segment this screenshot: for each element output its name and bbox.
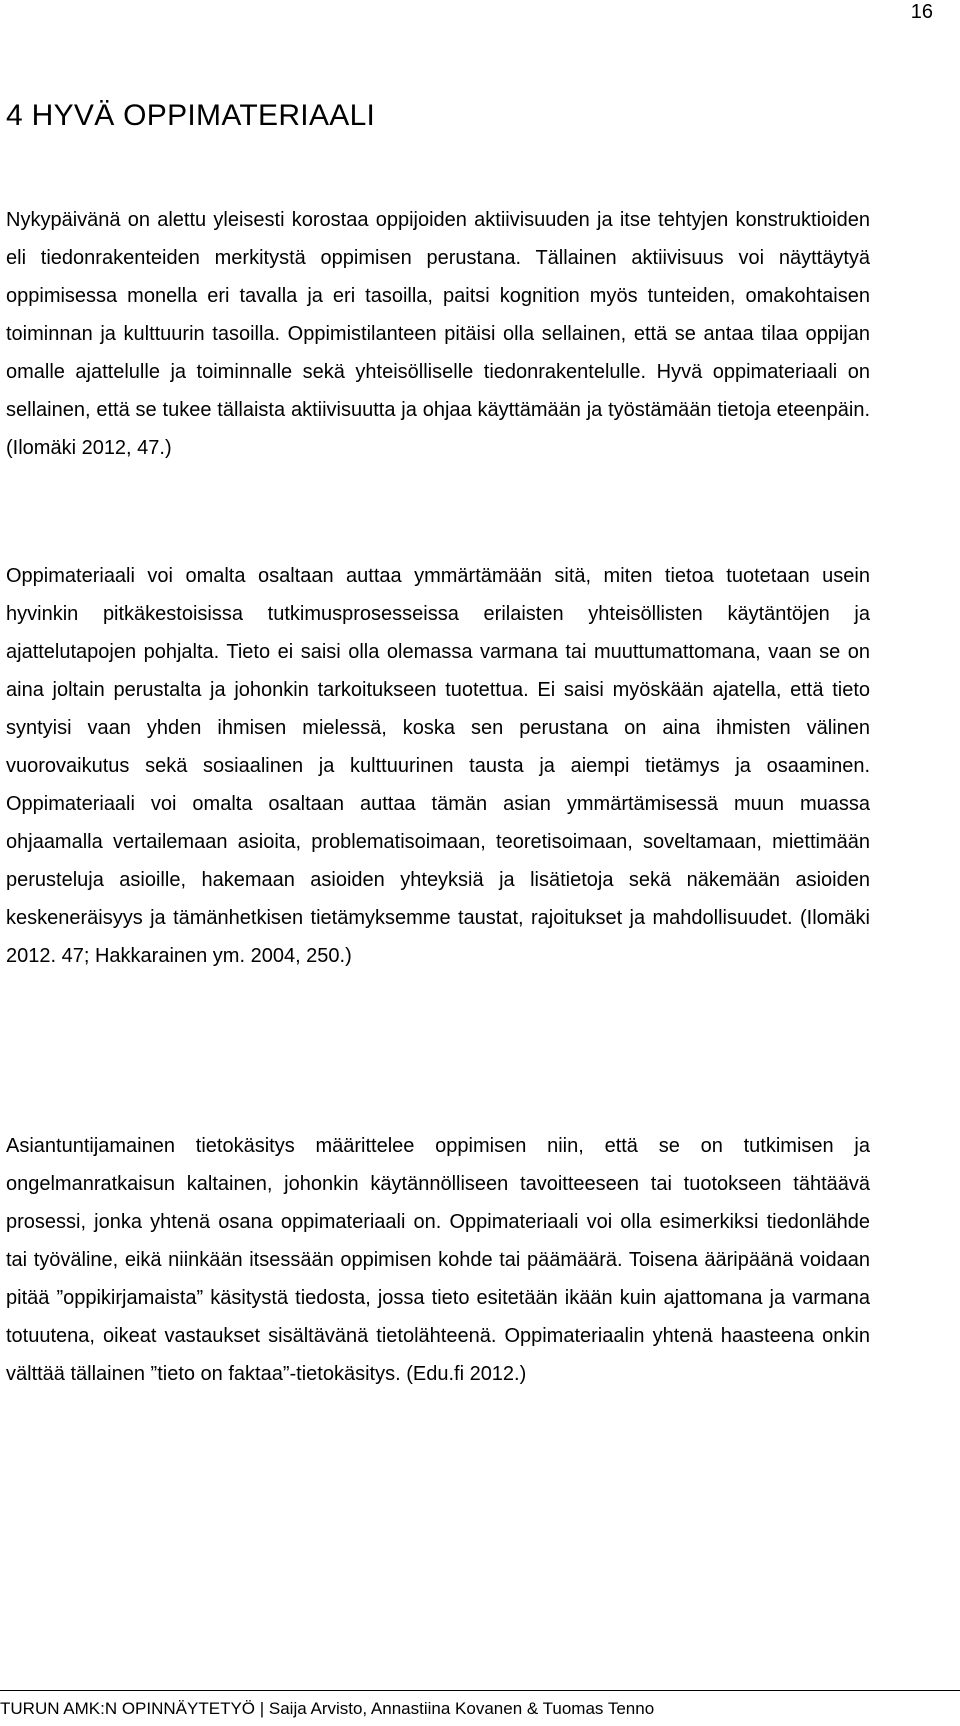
- page-number: 16: [910, 1, 933, 23]
- paragraph-3: Asiantuntijamainen tietokäsitys määrittelee oppimisen niin, että se on tutkimisen ja ongelmanratkaisun kaltainen, johonkin käytännölliseen tavoitteeseen tai tuotokseen tähtäävä prosessi, jonka yhtenä osana oppimateriaali on. Oppimateriaali voi olla esimerkiksi tiedonlähde tai työväline, eikä niinkään itsessään oppimisen kohde tai päämäärä. Toisena ääripäänä voidaan pitää ”oppikirjamaista” käsitystä tiedosta, jossa tieto esitetään ikään kuin ajattomana ja varmana totuutena, oikeat vastaukset sisältävänä tietolähteenä. Oppimateriaalin yhtenä haasteena onkin välttää tällainen ”tieto on faktaa”-tietokäsitys. (Edu.fi 2012.): [6, 1135, 870, 1385]
- chapter-heading: 4 HYVÄ OPPIMATERIAALI: [6, 99, 376, 132]
- page-footer: TURUN AMK:N OPINNÄYTETYÖ | Saija Arvisto, Annastiina Kovanen & Tuomas Tenno: [0, 1699, 655, 1718]
- paragraph-2: Oppimateriaali voi omalta osaltaan auttaa ymmärtämään sitä, miten tietoa tuotetaan usein hyvinkin pitkäkestoisissa tutkimusprosesseissa erilaisten yhteisöllisten käytäntöjen ja ajattelutapojen pohjalta. Tieto ei saisi olla olemassa varmana tai muuttumattomana, vaan se on aina joltain perustalta ja johonkin tarkoitukseen tuotettua. Ei saisi myöskään ajatella, että tieto syntyisi vaan yhden ihmisen mielessä, koska sen perustana on aina ihmisten välinen vuorovaikutus sekä sosiaalinen ja kulttuurinen tausta ja aiempi tietämys ja osaaminen. Oppimateriaali voi omalta osaltaan auttaa tämän asian ymmärtämisessä muun muassa ohjaamalla vertailemaan asioita, problematisoimaan, teoretisoimaan, soveltamaan, miettimään perusteluja asioille, hakemaan asioiden yhteyksiä ja lisätietoja sekä näkemään asioiden keskeneräisyys ja tämänhetkisen tietämyksemme taustat, rajoitukset ja mahdollisuudet. (Ilomäki 2012. 47; Hakkarainen ym. 2004, 250.): [6, 565, 870, 967]
- paragraph-1: Nykypäivänä on alettu yleisesti korostaa oppijoiden aktiivisuuden ja itse tehtyjen konstruktioiden eli tiedonrakenteiden merkitystä oppimisen perustana. Tällainen aktiivisuus voi näyttäytyä oppimisessa monella eri tavalla ja eri tasoilla, paitsi kognition myös tunteiden, omakohtaisen toiminnan ja kulttuurin tasoilla. Oppimistilanteen pitäisi olla sellainen, että se antaa tilaa oppijan omalle ajattelulle ja toiminnalle sekä yhteisölliselle tiedonrakentelulle. Hyvä oppimateriaali on sellainen, että se tukee tällaista aktiivisuutta ja ohjaa käyttämään ja työstämään tietoja eteenpäin. (Ilomäki 2012, 47.): [6, 209, 870, 459]
- footer-divider: [0, 1690, 960, 1691]
